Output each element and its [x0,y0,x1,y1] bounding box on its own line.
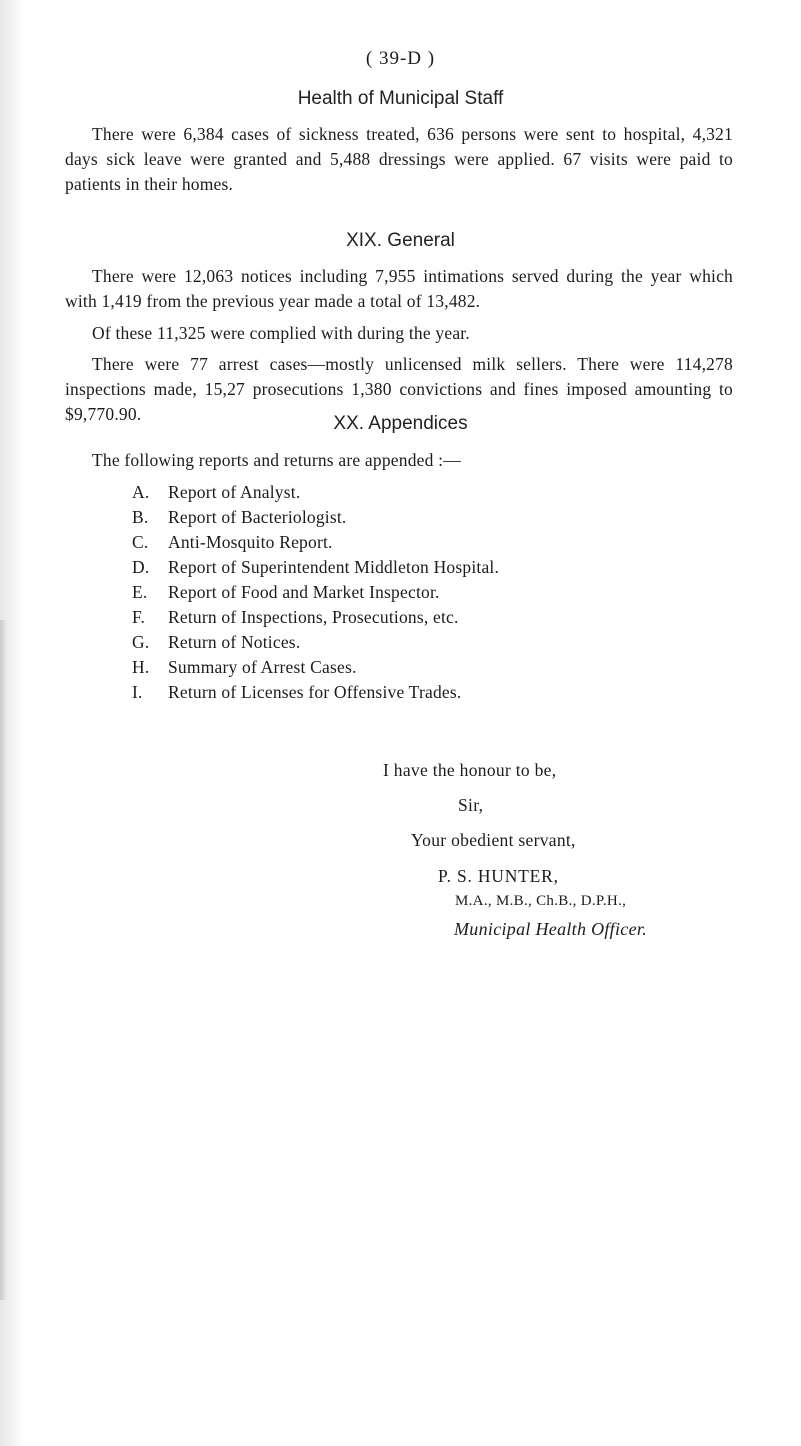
appendix-title: Report of Analyst. [168,482,301,502]
appendix-letter: B. [132,507,149,527]
appendix-letter: A. [132,482,150,502]
section-heading-general: XIX. General [346,230,455,251]
appendix-letter: C. [132,532,149,552]
appendix-letter: H. [132,657,150,677]
appendices-intro: The following reports and returns are appended :— [92,450,461,470]
section-heading-health-of-municipal-staff: Health of Municipal Staff [297,88,504,109]
signer-title: Municipal Health Officer. [454,919,647,939]
signer-degrees: M.A., M.B., Ch.B., D.P.H., [455,893,627,909]
signer-name: P. S. HUNTER, [438,866,559,886]
page-number: ( 39-D ) [365,48,436,69]
appendix-letter: I. [132,682,143,702]
appendix-letter: G. [132,632,150,652]
section-heading-appendices: XX. Appendices [333,413,468,434]
appendix-letter: D. [132,557,150,577]
closing-line: I have the honour to be, [383,760,557,780]
appendix-letter: E. [132,582,148,602]
appendix-title: Return of Inspections, Prosecutions, etc. [168,607,459,627]
salutation: Sir, [458,795,484,815]
valediction: Your obedient servant, [411,830,576,850]
appendix-title: Anti-Mosquito Report. [168,532,333,552]
paragraph-notices: There were 12,063 notices including 7,955 intimations served during the year which with 1,419 from the previous year made a total of 13,482. [65,266,733,311]
appendix-letter: F. [132,607,146,627]
appendix-title: Return of Notices. [168,632,301,652]
appendix-title: Report of Bacteriologist. [168,507,347,527]
appendix-title: Summary of Arrest Cases. [168,657,357,677]
paragraph-staff-sickness: There were 6,384 cases of sickness treated, 636 persons were sent to hospital, 4,321 days sick leave were granted and 5,488 dressings were applied. 67 visits were paid to patients in their homes. [65,124,733,194]
paragraph-arrests-prosecutions: There were 77 arrest cases—mostly unlicensed milk sellers. There were 114,278 inspections made, 15,27 prosecutions 1,380 convictions and fines imposed amounting to $9,770.90. [65,354,733,424]
page-binding-shadow [0,620,10,1300]
appendix-title: Report of Food and Market Inspector. [168,582,440,602]
appendix-title: Report of Superintendent Middleton Hospital. [168,557,500,577]
appendix-title: Return of Licenses for Offensive Trades. [168,682,462,702]
paragraph-complied: Of these 11,325 were complied with during the year. [92,323,470,343]
